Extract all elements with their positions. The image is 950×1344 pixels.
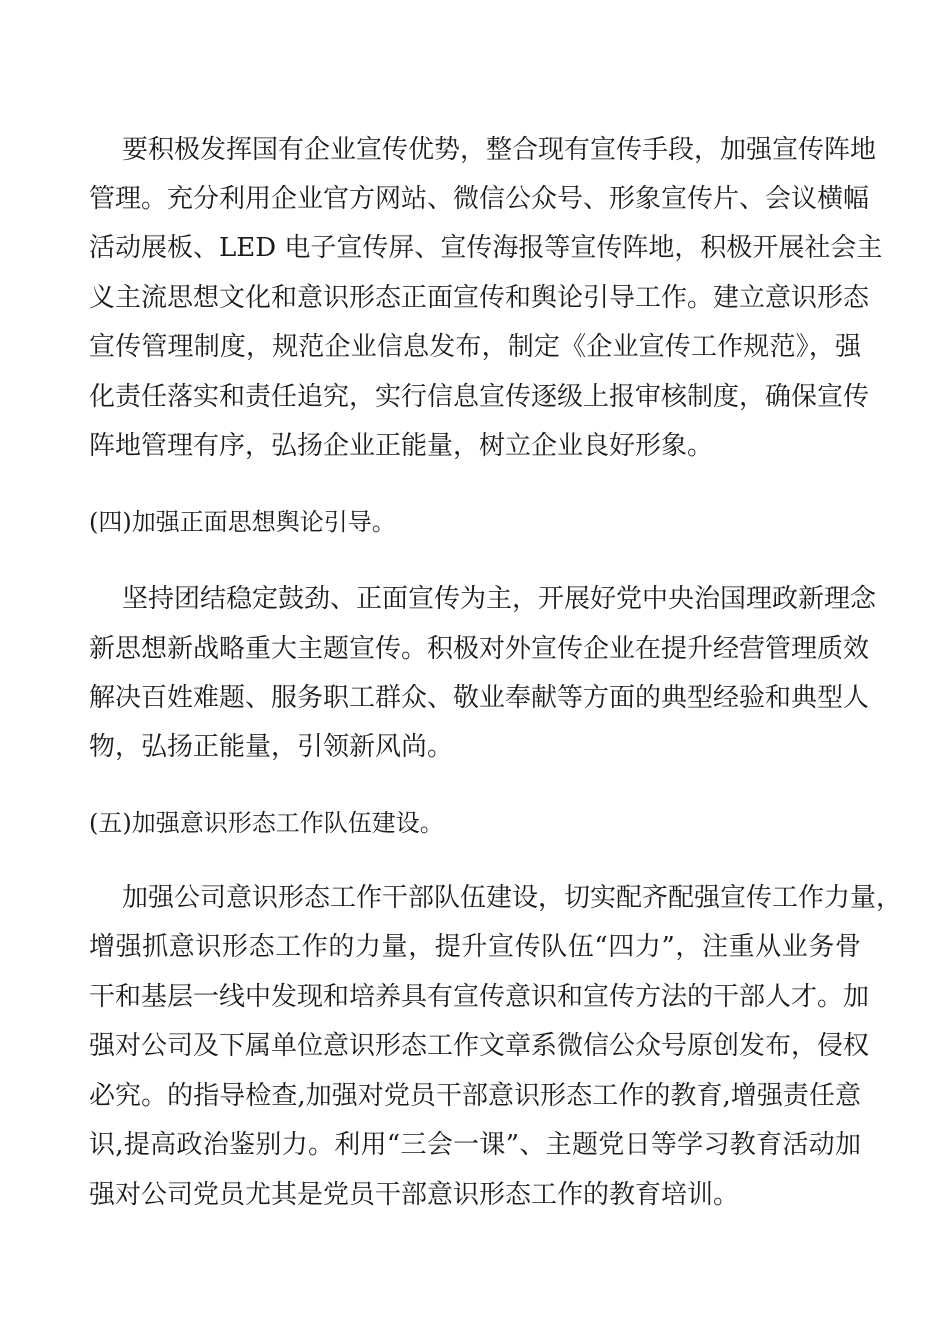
paragraph-3-line-7: 强对公司党员尤其是党员干部意识形态工作的教育培训。	[89, 1180, 740, 1210]
paragraph-2-line-2: 新思想新战略重大主题宣传。积极对外宣传企业在提升经营管理质效	[89, 634, 870, 664]
paragraph-3-line-2: 增强抓意识形态工作的力量，提升宣传队伍“四力”，注重从业务骨	[89, 932, 861, 962]
paragraph-2-line-3: 解决百姓难题、服务职工群众、敬业奉献等方面的典型经验和典型人	[89, 683, 870, 713]
paragraph-1-line-2: 管理。充分利用企业官方网站、微信公众号、形象宣传片、会议横幅	[89, 184, 870, 214]
paragraph-3-line-6: 识,提高政治鉴别力。利用“三会一课”、主题党日等学习教育活动加	[89, 1130, 861, 1160]
paragraph-1-line-5: 宣传管理制度，规范企业信息发布，制定《企业宣传工作规范》，强	[89, 332, 861, 362]
paragraph-2-line-1: 坚持团结稳定鼓劲、正面宣传为主，开展好党中央治国理政新理念	[122, 584, 877, 614]
paragraph-3-line-5: 必究。的指导检查,加强对党员干部意识形态工作的教育,增强责任意	[89, 1081, 861, 1111]
paragraph-3-line-1: 加强公司意识形态工作干部队伍建设，切实配齐配强宣传工作力量，	[122, 883, 903, 913]
paragraph-3-line-4: 强对公司及下属单位意识形态工作文章系微信公众号原创发布，侵权	[89, 1031, 870, 1061]
paragraph-1-line-4: 义主流思想文化和意识形态正面宣传和舆论引导工作。建立意识形态	[89, 283, 870, 313]
section-heading-5: (五)加强意识形态工作队伍建设。	[89, 809, 444, 837]
paragraph-1-line-6: 化责任落实和责任追究，实行信息宣传逐级上报审核制度，确保宣传	[89, 382, 870, 412]
paragraph-1-line-7: 阵地管理有序，弘扬企业正能量，树立企业良好形象。	[89, 431, 714, 461]
paragraph-2-line-4: 物，弘扬正能量，引领新风尚。	[89, 732, 454, 762]
paragraph-1-line-3: 活动展板、LED 电子宣传屏、宣传海报等宣传阵地，积极开展社会主	[89, 233, 883, 263]
section-heading-4: (四)加强正面思想舆论引导。	[89, 508, 396, 536]
paragraph-3-line-3: 干和基层一线中发现和培养具有宣传意识和宣传方法的干部人才。加	[89, 982, 870, 1012]
paragraph-1-line-1: 要积极发挥国有企业宣传优势，整合现有宣传手段，加强宣传阵地	[122, 135, 877, 165]
